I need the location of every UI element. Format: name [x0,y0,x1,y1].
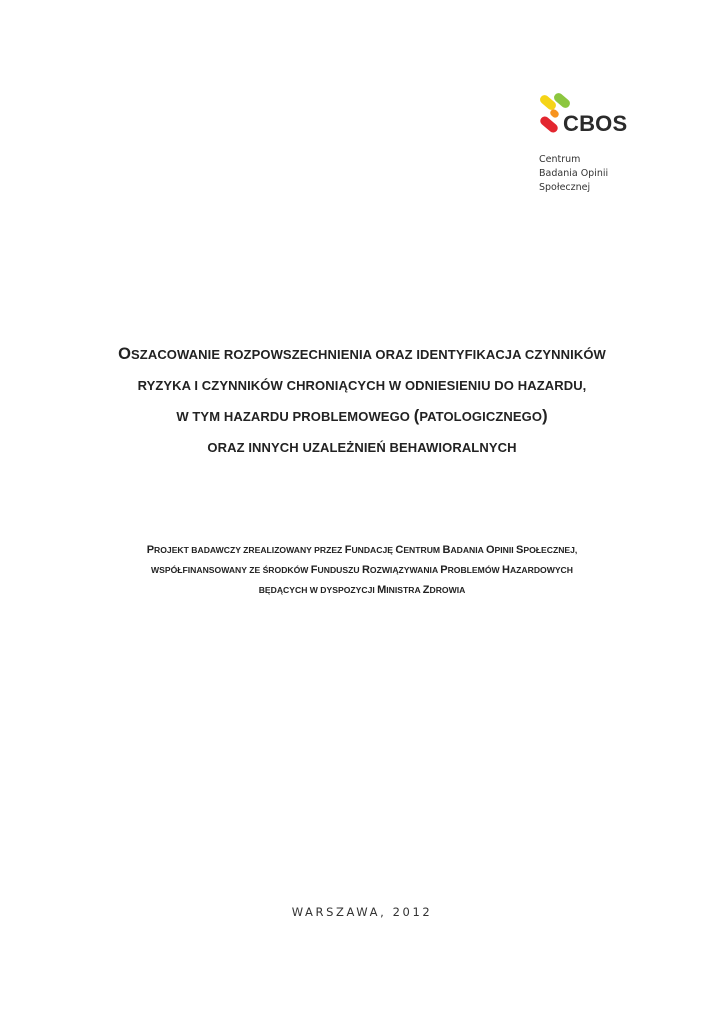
document-title [60,339,664,463]
line-text: W TYM HAZARDU PROBLEMOWEGO [176,409,414,424]
line-text: AZARDOWYCH [509,565,573,575]
line-text: DROWIA [429,585,466,595]
project-description-line [60,560,664,580]
cbos-name-line: Badania Opinii [539,168,609,179]
line-initial: P [440,564,448,576]
cbos-name-line: Społecznej [539,182,591,193]
cbos-full-name [539,153,608,195]
cbos-logo [538,90,658,200]
line-text: PINII [494,545,516,555]
line-initial: O [485,544,495,556]
line-initial: Z [422,584,430,596]
line-text: UNDUSZU [317,565,362,575]
cbos-name-line: Centrum [539,154,581,165]
line-initial: H [502,564,510,576]
line-text: ROBLEMÓW [447,565,502,575]
line-text: INISTRA [386,585,423,595]
line-initial: P [146,544,155,556]
line-initial: R [361,564,370,576]
title-line [60,401,664,432]
line-text: UNDACJĘ [351,545,396,555]
line-text: SZACOWANIE ROZPOWSZECHNIENIA ORAZ IDENTYFIKACJA CZYNNIKÓW [131,347,606,362]
line-initial: O [118,345,132,363]
line-text: WSPÓŁFINANSOWANY ZE ŚRODKÓW [151,565,311,575]
line-initial: ( [413,407,420,425]
line-text: POŁECZNEJ, [523,545,578,555]
line-initial: C [395,544,404,556]
line-text: ROJEKT BADAWCZY ZREALIZOWANY PRZEZ [154,545,345,555]
logo-red-shape [538,115,559,135]
title-line [60,339,664,370]
line-text: OZWIĄZYWANIA [369,565,441,575]
place-and-date: WARSZAWA, 2012 [291,905,433,919]
line-initial: ) [542,407,548,425]
line-text: BĘDĄCYCH W DYSPOZYCJI [258,585,378,595]
line-initial: M [377,584,387,596]
line-initial: S [516,544,524,556]
line-text: PATOLOGICZNEGO [419,409,543,424]
project-description-line [60,540,664,560]
title-line [60,370,664,401]
cbos-wordmark: CBOS [563,111,628,136]
line-initial: B [442,544,451,556]
line-text: ENTRUM [403,545,443,555]
line-text: ORAZ INNYCH UZALEŻNIEŃ BEHAWIORALNYCH [207,440,517,455]
line-text: ADANIA [450,545,486,555]
line-initial: F [310,564,318,576]
title-line [60,432,664,463]
project-description-line [60,580,664,600]
project-description [60,540,664,600]
line-initial: F [344,544,352,556]
line-text: RYZYKA I CZYNNIKÓW CHRONIĄCYCH W ODNIESIENIU DO HAZARDU, [137,378,587,393]
